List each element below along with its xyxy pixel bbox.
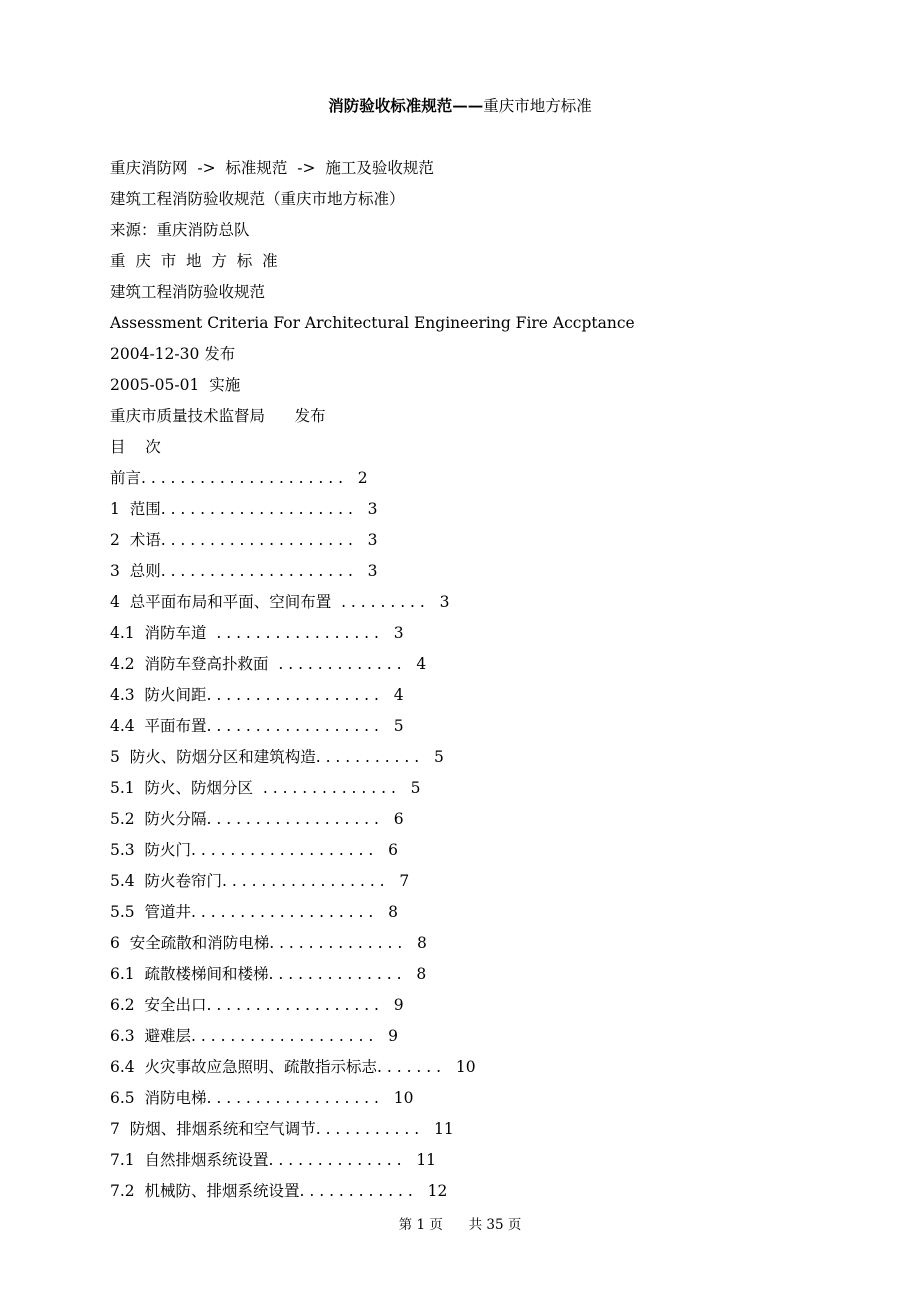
toc-entry: 4.4 平面布置. . . . . . . . . . . . . . . . . . 5 <box>110 717 404 735</box>
article-heading: 建筑工程消防验收规范（重庆市地方标准） <box>110 190 405 208</box>
toc-entry: 2 术语. . . . . . . . . . . . . . . . . . . . 3 <box>110 531 378 549</box>
toc-entry: 5.3 防火门. . . . . . . . . . . . . . . . . . . 6 <box>110 841 398 859</box>
toc-entry: 前言. . . . . . . . . . . . . . . . . . . . . 2 <box>110 469 368 487</box>
toc-entry: 5.2 防火分隔. . . . . . . . . . . . . . . . . . 6 <box>110 810 404 828</box>
breadcrumb-line: 重庆消防网 -> 标准规范 -> 施工及验收规范 <box>110 159 434 177</box>
publish-date-line: 2004-12-30 发布 <box>110 345 236 363</box>
toc-entry: 6.2 安全出口. . . . . . . . . . . . . . . . . . 9 <box>110 996 404 1014</box>
title-bold-part: 消防验收标准规范—— <box>328 96 484 115</box>
toc-entry: 4 总平面布局和平面、空间布置 . . . . . . . . . 3 <box>110 593 450 611</box>
document-body <box>110 156 810 1210</box>
toc-entry: 5.4 防火卷帘门. . . . . . . . . . . . . . . . . 7 <box>110 872 410 890</box>
toc-entry: 6.5 消防电梯. . . . . . . . . . . . . . . . . . 10 <box>110 1089 414 1107</box>
standard-name-line: 建筑工程消防验收规范 <box>110 283 266 301</box>
toc-entry: 5 防火、防烟分区和建筑构造. . . . . . . . . . . 5 <box>110 748 444 766</box>
toc-entry: 5.1 防火、防烟分区 . . . . . . . . . . . . . . 5 <box>110 779 421 797</box>
toc-entry: 4.1 消防车道 . . . . . . . . . . . . . . . . . 3 <box>110 624 404 642</box>
toc-entry: 6.1 疏散楼梯间和楼梯. . . . . . . . . . . . . . 8 <box>110 965 427 983</box>
english-title-line: Assessment Criteria For Architectural Engineering Fire Accptance <box>110 314 635 332</box>
standard-type-line: 重 庆 市 地 方 标 准 <box>110 252 278 270</box>
publisher-line: 重庆市质量技术监督局 发布 <box>110 407 326 425</box>
toc-entry: 6.3 避难层. . . . . . . . . . . . . . . . . . . 9 <box>110 1027 398 1045</box>
toc-entry: 7 防烟、排烟系统和空气调节. . . . . . . . . . . 11 <box>110 1120 454 1138</box>
contents-heading: 目 次 <box>110 438 161 456</box>
effective-date-line: 2005-05-01 实施 <box>110 376 241 394</box>
toc-entry: 4.2 消防车登高扑救面 . . . . . . . . . . . . . 4 <box>110 655 427 673</box>
document-title <box>0 94 920 118</box>
source-line: 来源：重庆消防总队 <box>110 221 250 239</box>
toc-entry: 6 安全疏散和消防电梯. . . . . . . . . . . . . . 8 <box>110 934 427 952</box>
toc-entry: 7.2 机械防、排烟系统设置. . . . . . . . . . . . 12 <box>110 1182 448 1200</box>
table-of-contents <box>110 466 810 1210</box>
toc-entry: 1 范围. . . . . . . . . . . . . . . . . . . . 3 <box>110 500 378 518</box>
toc-entry: 7.1 自然排烟系统设置. . . . . . . . . . . . . . 11 <box>110 1151 437 1169</box>
toc-entry: 4.3 防火间距. . . . . . . . . . . . . . . . . . 4 <box>110 686 404 704</box>
title-normal-part: 重庆市地方标准 <box>483 97 592 115</box>
toc-entry: 3 总则. . . . . . . . . . . . . . . . . . . . 3 <box>110 562 378 580</box>
toc-entry: 5.5 管道井. . . . . . . . . . . . . . . . . . . 8 <box>110 903 398 921</box>
page-footer: 第 1 页 共 35 页 <box>398 1217 522 1233</box>
toc-entry: 6.4 火灾事故应急照明、疏散指示标志. . . . . . . 10 <box>110 1058 476 1076</box>
